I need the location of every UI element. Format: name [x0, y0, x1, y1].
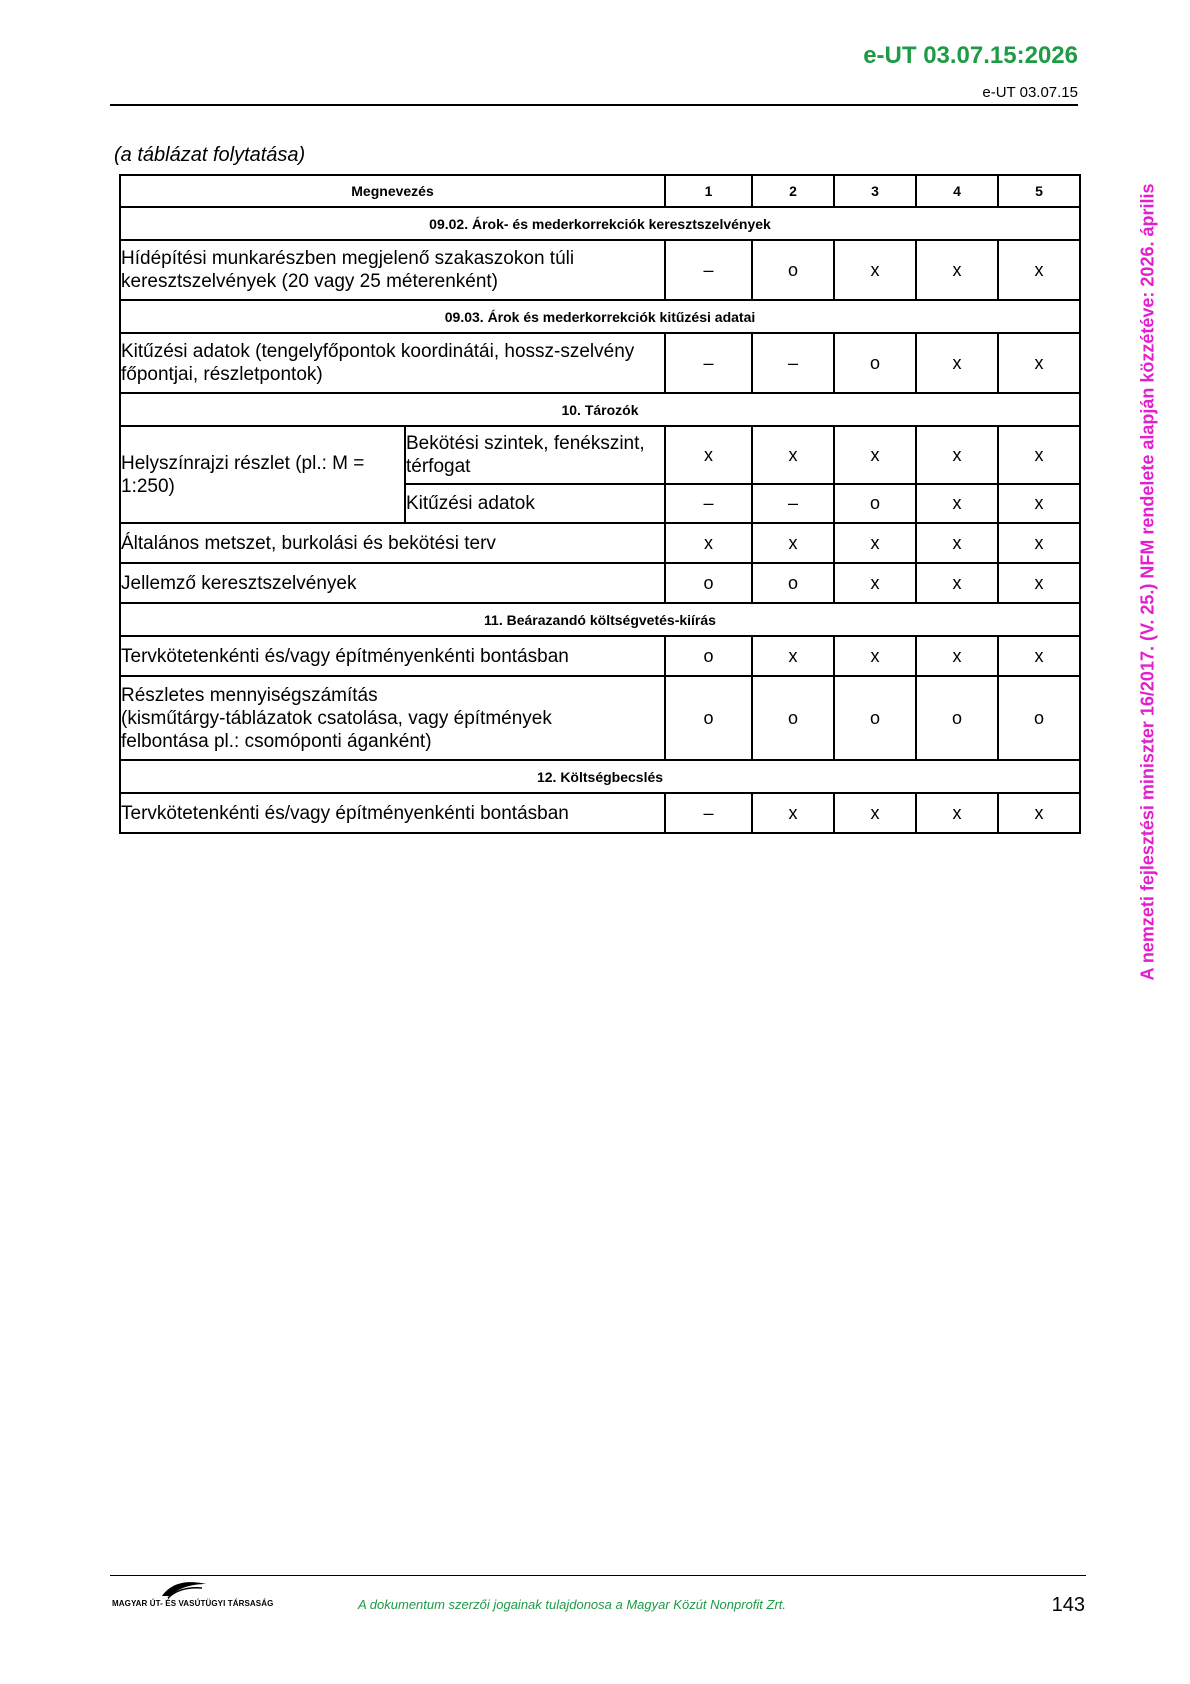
mark-cell: x	[834, 793, 916, 833]
mark-cell: o	[665, 676, 752, 760]
row-label-line: (kisműtárgy-táblázatok csatolása, vagy építmények	[121, 707, 552, 729]
row-label: Hídépítési munkarészben megjelenő szakaszokon túli keresztszelvények (20 vagy 25 méterenként)	[120, 240, 665, 300]
mark-cell: o	[752, 676, 834, 760]
mark-cell: –	[752, 484, 834, 523]
section-header-row	[120, 760, 1080, 793]
mark-cell: o	[834, 333, 916, 393]
mark-cell: x	[916, 523, 998, 563]
table-row	[120, 793, 1080, 833]
table-row	[120, 333, 1080, 393]
mark-cell: x	[665, 426, 752, 484]
section-title-0902: 09.02. Árok- és mederkorrekciók keresztszelvények	[120, 207, 1080, 240]
row-label-line: felbontása pl.: csomóponti áganként)	[121, 730, 432, 752]
publication-note: A nemzeti fejlesztési miniszter 16/2017. (V. 25.) NFM rendelete alapján közzétéve: 2026. április	[1137, 183, 1158, 981]
mark-cell: x	[916, 793, 998, 833]
mark-cell: x	[916, 636, 998, 676]
mark-cell: o	[834, 676, 916, 760]
section-header-row	[120, 300, 1080, 333]
table-row	[120, 563, 1080, 603]
mark-cell: x	[998, 426, 1080, 484]
group-label: Helyszínrajzi részlet (pl.: M = 1:250)	[120, 426, 405, 523]
association-logo	[112, 1578, 274, 1612]
mark-cell: –	[752, 333, 834, 393]
mark-cell: x	[752, 793, 834, 833]
mark-cell: x	[916, 563, 998, 603]
table-header-row	[120, 175, 1080, 207]
column-header-2: 2	[752, 175, 834, 207]
row-label	[120, 676, 665, 760]
logo-text: MAGYAR ÚT- ÉS VASÚTÜGYI TÁRSASÁG	[112, 1599, 274, 1608]
mark-cell: x	[834, 426, 916, 484]
row-label: Kitűzési adatok (tengelyfőpontok koordinátái, hossz-szelvény főpontjai, részletpontok)	[120, 333, 665, 393]
mark-cell: x	[998, 333, 1080, 393]
mark-cell: x	[916, 333, 998, 393]
row-label: Jellemző keresztszelvények	[120, 563, 665, 603]
mark-cell: x	[834, 563, 916, 603]
footer-rule	[110, 1575, 1086, 1576]
mark-cell: –	[665, 333, 752, 393]
mark-cell: x	[752, 523, 834, 563]
section-title-12: 12. Költségbecslés	[120, 760, 1080, 793]
page-number: 143	[1051, 1594, 1085, 1616]
mark-cell: o	[752, 563, 834, 603]
column-header-1: 1	[665, 175, 752, 207]
mark-cell: x	[998, 240, 1080, 300]
mark-cell: x	[998, 793, 1080, 833]
mark-cell: x	[834, 636, 916, 676]
row-label-line: Részletes mennyiségszámítás	[121, 684, 378, 706]
mark-cell: o	[752, 240, 834, 300]
mark-cell: x	[998, 523, 1080, 563]
section-header-row	[120, 207, 1080, 240]
table-row	[120, 240, 1080, 300]
section-title-10: 10. Tározók	[120, 393, 1080, 426]
mark-cell: x	[998, 563, 1080, 603]
table-row	[120, 636, 1080, 676]
column-header-3: 3	[834, 175, 916, 207]
document-code: e-UT 03.07.15:2026	[863, 42, 1078, 69]
row-label: Tervkötetenkénti és/vagy építményenkénti bontásban	[120, 636, 665, 676]
column-header-5: 5	[998, 175, 1080, 207]
mark-cell: o	[998, 676, 1080, 760]
header-rule	[110, 104, 1078, 106]
row-label: Tervkötetenkénti és/vagy építményenkénti bontásban	[120, 793, 665, 833]
road-logo-icon	[158, 1578, 210, 1600]
table-row	[120, 426, 1080, 484]
mark-cell: –	[665, 240, 752, 300]
mark-cell: x	[834, 523, 916, 563]
section-header-row	[120, 603, 1080, 636]
column-header-4: 4	[916, 175, 998, 207]
mark-cell: x	[834, 240, 916, 300]
mark-cell: o	[665, 563, 752, 603]
copyright-note: A dokumentum szerzői jogainak tulajdonosa a Magyar Közút Nonprofit Zrt.	[358, 1597, 787, 1612]
column-header-name: Megnevezés	[120, 175, 665, 207]
mark-cell: x	[752, 426, 834, 484]
mark-cell: x	[998, 484, 1080, 523]
section-title-0903: 09.03. Árok és mederkorrekciók kitűzési adatai	[120, 300, 1080, 333]
sub-row-label: Bekötési szintek, fenékszint, térfogat	[405, 426, 665, 484]
document-code-small: e-UT 03.07.15	[982, 84, 1078, 101]
mark-cell: x	[752, 636, 834, 676]
mark-cell: x	[916, 426, 998, 484]
mark-cell: x	[916, 240, 998, 300]
section-title-11: 11. Beárazandó költségvetés-kiírás	[120, 603, 1080, 636]
table-row	[120, 676, 1080, 760]
mark-cell: o	[916, 676, 998, 760]
mark-cell: o	[665, 636, 752, 676]
mark-cell: x	[665, 523, 752, 563]
mark-cell: x	[998, 636, 1080, 676]
section-header-row	[120, 393, 1080, 426]
mark-cell: o	[834, 484, 916, 523]
continuation-label: (a táblázat folytatása)	[114, 144, 306, 166]
sub-row-label: Kitűzési adatok	[405, 484, 665, 523]
mark-cell: –	[665, 484, 752, 523]
row-label: Általános metszet, burkolási és bekötési terv	[120, 523, 665, 563]
mark-cell: –	[665, 793, 752, 833]
mark-cell: x	[916, 484, 998, 523]
table-row	[120, 523, 1080, 563]
requirements-table	[119, 174, 1081, 834]
